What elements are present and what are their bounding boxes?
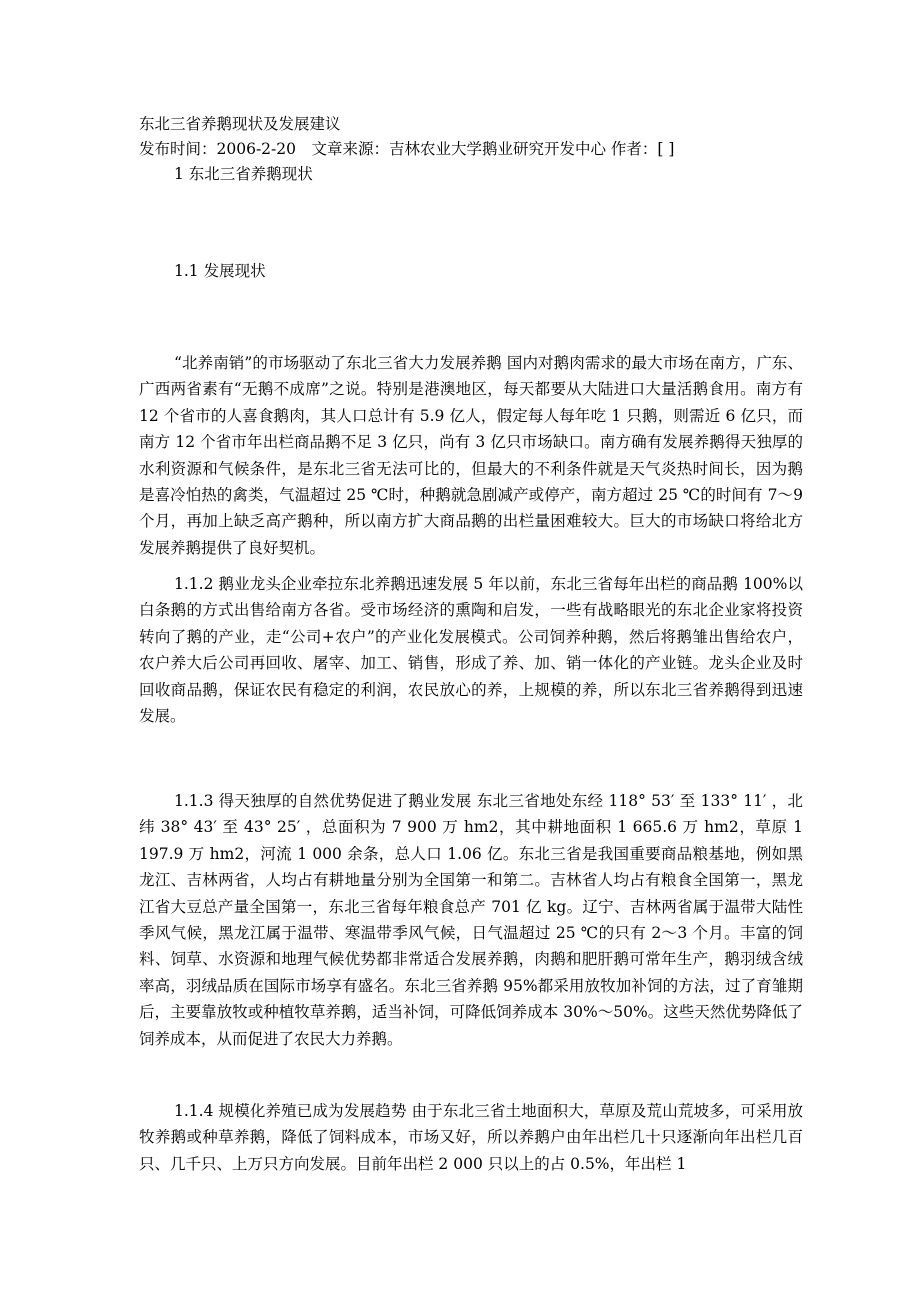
section-heading-1: 1 东北三省养鹅现状 bbox=[174, 165, 313, 183]
paragraph-1-1-3: 1.1.3 得天独厚的自然优势促进了鹅业发展 东北三省地处东经 118° 53′ 至 133° 11′ ，北纬 38° 43′ 至 43° 25′ ，总面积为 7 900 万 hm2，其中耕地面积 1 665.6 万 hm2，草原 1 197.9 万 hm2，河流 1 000 余条，总人口 1.06 亿。东北三省是我国重要商品粮基地，例如黑龙江、吉林两省，人均占有耕地量分别为全国第一和第二。吉林省人均占有粮食全国第一，黑龙江省大豆总产量全国第一，东北三省每年粮食总产 701 亿 kg。辽宁、吉林两省属于温带大陆性季风气候，黑龙江属于温带、寒温带季风气候，日气温超过 25 ℃的只有 2～3 个月。丰富的饲料、饲草、水资源和地理气候优势都非常适合发展养鹅，肉鹅和肥肝鹅可常年生产，鹅羽绒含绒率高，羽绒品质在国际市场享有盛名。东北三省养鹅 95%都采用放牧加补饲的方法，过了育雏期后，主要靠放牧或种植牧草养鹅，适当补饲，可降低饲养成本 30%～50%。这些天然优势降低了饲养成本，从而促进了农民大力养鹅。 bbox=[139, 792, 803, 1048]
article-title: 东北三省养鹅现状及发展建议 bbox=[139, 115, 341, 133]
article-meta: 发布时间：2006-2-20 文章来源：吉林农业大学鹅业研究开发中心 作者：[ ] bbox=[139, 140, 675, 158]
paragraph-1-1-4: 1.1.4 规模化养殖已成为发展趋势 由于东北三省土地面积大，草原及荒山荒坡多，可采用放牧养鹅或种草养鹅，降低了饲料成本，市场又好，所以养鹅户由年出栏几十只逐渐向年出栏几百只、几千只、上万只方向发展。目前年出栏 2 000 只以上的占 0.5%，年出栏 1 bbox=[139, 1102, 803, 1173]
paragraph-1-1-1: “北养南销”的市场驱动了东北三省大力发展养鹅 国内对鹅肉需求的最大市场在南方，广东、广西两省素有“无鹅不成席”之说。特别是港澳地区，每天都要从大陆进口大量活鹅食用。南方有 12 个省市的人喜食鹅肉，其人口总计有 5.9 亿人，假定每人每年吃 1 只鹅，则需近 6 亿只，而南方 12 个省市年出栏商品鹅不足 3 亿只，尚有 3 亿只市场缺口。南方确有发展养鹅得天独厚的水利资源和气候条件，是东北三省无法可比的，但最大的不利条件就是天气炎热时间长，因为鹅是喜冷怕热的禽类，气温超过 25 ℃时，种鹅就急剧减产或停产，南方超过 25 ℃的时间有 7～9 个月，再加上缺乏高产鹅种，所以南方扩大商品鹅的出栏量困难较大。巨大的市场缺口将给北方发展养鹅提供了良好契机。 bbox=[139, 354, 803, 557]
paragraph-1-1-2: 1.1.2 鹅业龙头企业牵拉东北养鹅迅速发展 5 年以前，东北三省每年出栏的商品鹅 100%以白条鹅的方式出售给南方各省。受市场经济的熏陶和启发，一些有战略眼光的东北企业家将投资转向了鹅的产业，走“公司+农户”的产业化发展模式。公司饲养种鹅，然后将鹅雏出售给农户，农户养大后公司再回收、屠宰、加工、销售，形成了养、加、销一体化的产业链。龙头企业及时回收商品鹅，保证农民有稳定的利润，农民放心的养，上规模的养，所以东北三省养鹅得到迅速发展。 bbox=[139, 575, 803, 726]
section-heading-1-1: 1.1 发展现状 bbox=[174, 262, 266, 280]
